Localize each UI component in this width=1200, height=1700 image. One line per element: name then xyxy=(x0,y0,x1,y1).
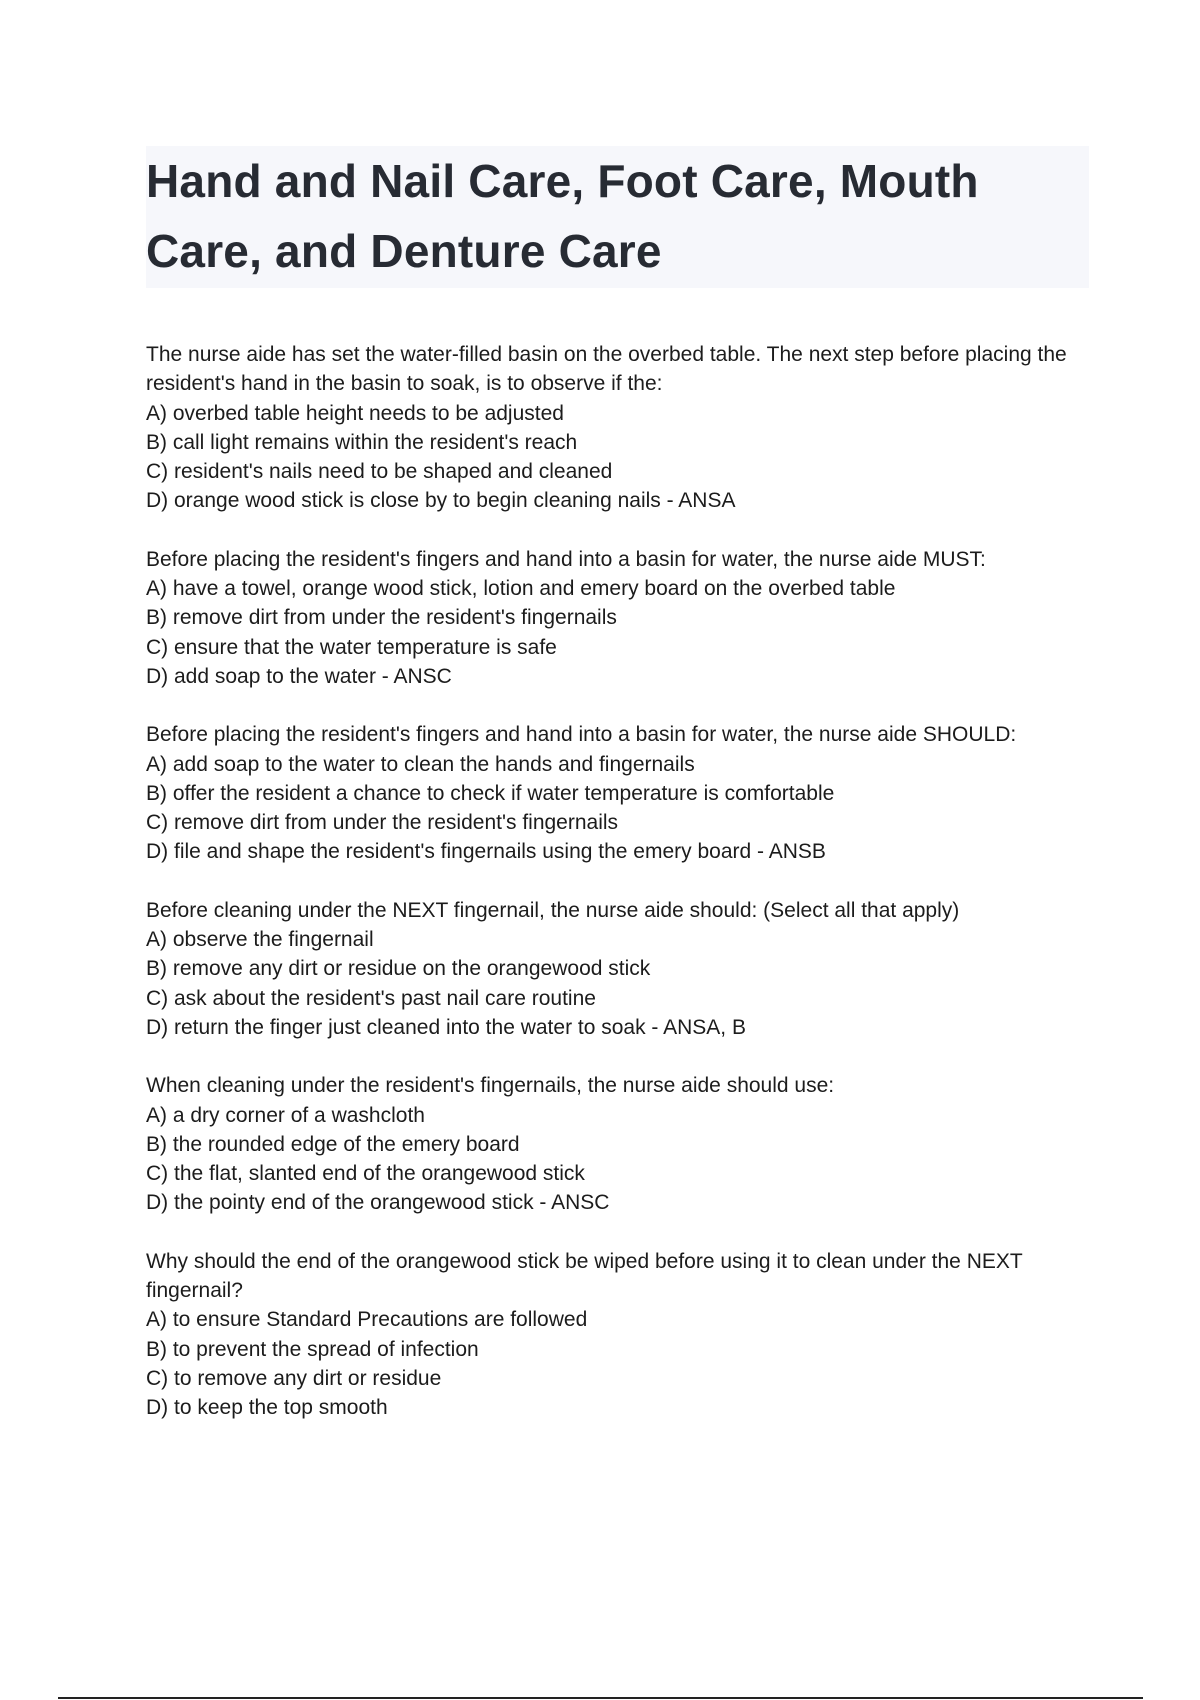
answer-option: D) to keep the top smooth xyxy=(146,1396,388,1420)
question-stem: Before placing the resident's fingers and hand into a basin for water, the nurse aide SHOULD: xyxy=(146,723,1017,747)
answer-option: B) to prevent the spread of infection xyxy=(146,1337,479,1361)
question-block xyxy=(146,896,1096,1042)
answer-option: B) call light remains within the resident's reach xyxy=(146,430,578,454)
answer-option: C) remove dirt from under the resident's fingernails xyxy=(146,811,619,835)
answer-option: D) add soap to the water - ANSC xyxy=(146,664,452,688)
answer-option: D) orange wood stick is close by to begin cleaning nails - ANSA xyxy=(146,489,736,513)
question-stem: Before placing the resident's fingers and hand into a basin for water, the nurse aide MUST: xyxy=(146,547,986,571)
question-block xyxy=(146,1247,1096,1423)
answer-option: B) remove any dirt or residue on the orangewood stick xyxy=(146,957,651,981)
answer-option: D) return the finger just cleaned into the water to soak - ANSA, B xyxy=(146,1015,746,1039)
answer-option: C) resident's nails need to be shaped and cleaned xyxy=(146,460,613,484)
answer-option: C) the flat, slanted end of the orangewood stick xyxy=(146,1162,585,1186)
answer-option: A) a dry corner of a washcloth xyxy=(146,1103,425,1127)
answer-option: C) ensure that the water temperature is safe xyxy=(146,635,557,659)
question-block xyxy=(146,720,1096,866)
question-block xyxy=(146,545,1096,691)
question-stem: Why should the end of the orangewood stick be wiped before using it to clean under the NEXT fingernail? xyxy=(146,1249,1023,1303)
question-stem: The nurse aide has set the water-filled basin on the overbed table. The next step before placing the resident's hand in the basin to soak, is to observe if the: xyxy=(146,343,1067,396)
answer-option: A) to ensure Standard Precautions are followed xyxy=(146,1308,588,1332)
answer-option: A) add soap to the water to clean the hands and fingernails xyxy=(146,752,695,776)
question-block xyxy=(146,1071,1096,1217)
answer-option: A) have a towel, orange wood stick, lotion and emery board on the overbed table xyxy=(146,577,896,601)
question-stem: Before cleaning under the NEXT fingernail, the nurse aide should: (Select all that apply) xyxy=(146,898,960,922)
answer-option: B) the rounded edge of the emery board xyxy=(146,1132,520,1156)
answer-option: D) file and shape the resident's fingernails using the emery board - ANSB xyxy=(146,840,826,864)
question-stem: When cleaning under the resident's fingernails, the nurse aide should use: xyxy=(146,1074,835,1098)
question-block xyxy=(146,340,1096,516)
footer-divider xyxy=(58,1697,1143,1699)
title-banner xyxy=(146,146,1089,288)
question-list xyxy=(146,340,1096,1452)
answer-option: C) ask about the resident's past nail care routine xyxy=(146,986,596,1010)
answer-option: A) overbed table height needs to be adjusted xyxy=(146,401,564,425)
answer-option: C) to remove any dirt or residue xyxy=(146,1366,442,1390)
answer-option: B) offer the resident a chance to check if water temperature is comfortable xyxy=(146,781,835,805)
answer-option: A) observe the fingernail xyxy=(146,928,374,952)
page-title: Hand and Nail Care, Foot Care, Mouth Care, and Denture Care xyxy=(146,155,979,277)
answer-option: D) the pointy end of the orangewood stick - ANSC xyxy=(146,1191,610,1215)
answer-option: B) remove dirt from under the resident's fingernails xyxy=(146,606,617,630)
